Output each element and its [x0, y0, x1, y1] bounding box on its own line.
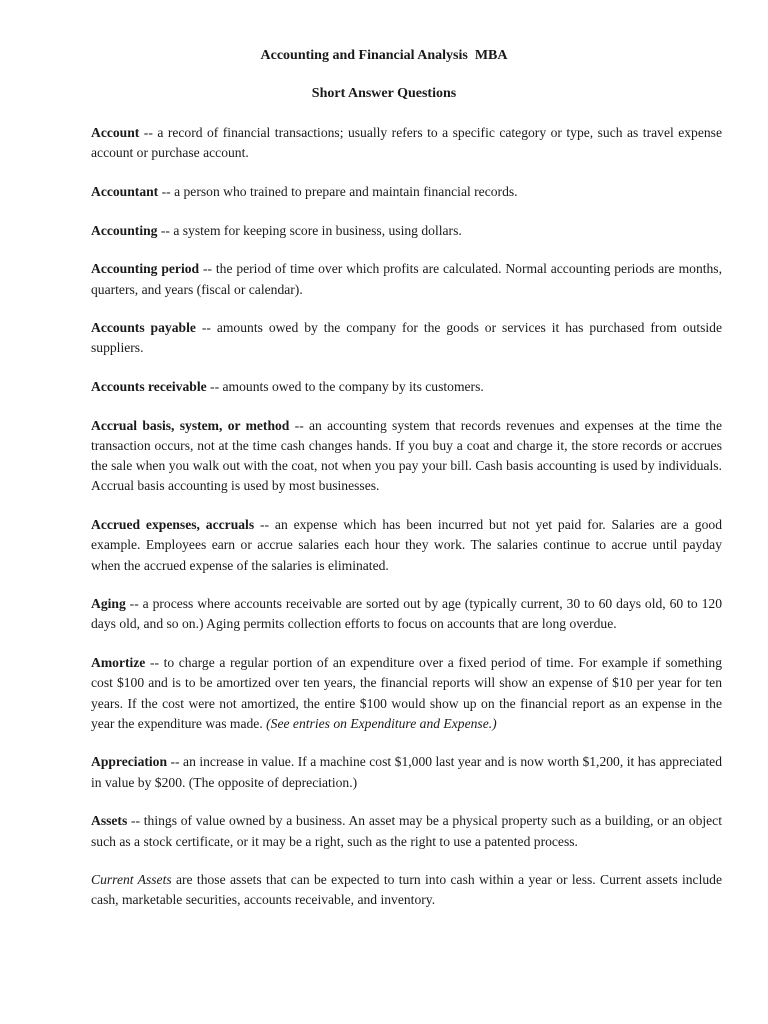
- glossary-entry-assets: [91, 811, 722, 851]
- entry-term: Accounts payable: [91, 320, 196, 336]
- entry-term: Aging: [91, 596, 126, 612]
- entry-definition: -- a record of financial transactions; usually refers to a specific category or type, such as travel expense account or purchase account.: [91, 125, 722, 161]
- glossary-entry-accounting: [91, 221, 722, 241]
- entry-definition: -- an expense which has been incurred but not yet paid for. Salaries are a good example. Employees earn or accrue salaries each hour they work. The salaries continue to accrue until payday when the accrued expense of the salaries is eliminated.: [91, 517, 722, 573]
- entry-definition: -- a process where accounts receivable are sorted out by age (typically current, 30 to 60 days old, 60 to 120 days old, and so on.) Aging permits collection efforts to focus on accounts that are long overdue.: [91, 596, 722, 632]
- entry-subterm: Current Assets: [91, 872, 172, 888]
- entry-definition: -- a person who trained to prepare and maintain financial records.: [158, 183, 518, 199]
- entry-term: Appreciation: [91, 754, 168, 770]
- entry-definition: -- a system for keeping score in business, using dollars.: [157, 222, 462, 238]
- entry-definition: are those assets that can be expected to turn into cash within a year or less. Current assets include cash, marketable securities, accounts receivable, and inventory.: [91, 872, 722, 908]
- entry-definition: -- an accounting system that records revenues and expenses at the time the transaction occurs, not at the time cash changes hands. If you buy a coat and charge it, the store records or accrues the sale when you walk out with the coat, not when you pay your bill. Cash basis accounting is used by individuals. Accrual basis accounting is used by most businesses.: [91, 417, 722, 494]
- entry-cross-reference: (See entries on Expenditure and Expense.): [266, 715, 497, 731]
- entry-term: Accounts receivable: [91, 379, 207, 395]
- document-title: Accounting and Financial Analysis MBA: [260, 48, 508, 63]
- glossary-entry-aging: [91, 594, 722, 634]
- entry-term: Accounting: [91, 222, 158, 238]
- glossary-entry-accounts-receivable: [91, 377, 722, 397]
- glossary-entry-account: [91, 123, 722, 163]
- document-subtitle: Short Answer Questions: [311, 86, 457, 101]
- entry-term: Accounting period: [91, 261, 200, 277]
- glossary-entry-accounts-payable: [91, 318, 722, 358]
- entry-term: Amortize: [91, 655, 146, 671]
- entry-definition: -- the period of time over which profits are calculated. Normal accounting periods are months, quarters, and years (fiscal or calendar).: [91, 261, 722, 297]
- glossary-entry-accountant: [91, 182, 722, 202]
- entry-term: Account: [91, 125, 140, 140]
- glossary-entry-appreciation: [91, 752, 722, 792]
- glossary-entry-accounting-period: [91, 259, 722, 299]
- entry-definition: -- amounts owed to the company by its customers.: [206, 379, 484, 395]
- entry-term: Accrual basis, system, or method: [91, 417, 290, 433]
- entry-term: Accountant: [91, 183, 159, 199]
- entry-definition: -- things of value owned by a business. An asset may be a physical property such as a building, or an object such as a stock certificate, or it may be a right, such as the right to use a patented process.: [91, 813, 722, 849]
- entry-definition: -- an increase in value. If a machine cost $1,000 last year and is now worth $1,200, it has appreciated in value by $200. (The opposite of depreciation.): [91, 754, 722, 790]
- glossary-entry-current-assets: [91, 870, 722, 910]
- entry-term: Accrued expenses, accruals: [91, 517, 255, 533]
- entry-definition: -- to charge a regular portion of an expenditure over a fixed period of time. For example if something cost $100 and is to be amortized over ten years, the financial reports will show an expense of $10 per year for ten years. If the cost were not amortized, the entire $100 would show up on the financial report as an expense in the year the expenditure was made.: [91, 655, 722, 731]
- glossary-entry-accrued-expenses: [91, 515, 722, 576]
- entry-definition: -- amounts owed by the company for the goods or services it has purchased from outside suppliers.: [91, 320, 723, 356]
- glossary-entry-amortize: [91, 653, 722, 734]
- glossary-entry-accrual-basis: [91, 416, 722, 497]
- entry-term: Assets: [91, 813, 128, 829]
- glossary-body: [91, 123, 722, 929]
